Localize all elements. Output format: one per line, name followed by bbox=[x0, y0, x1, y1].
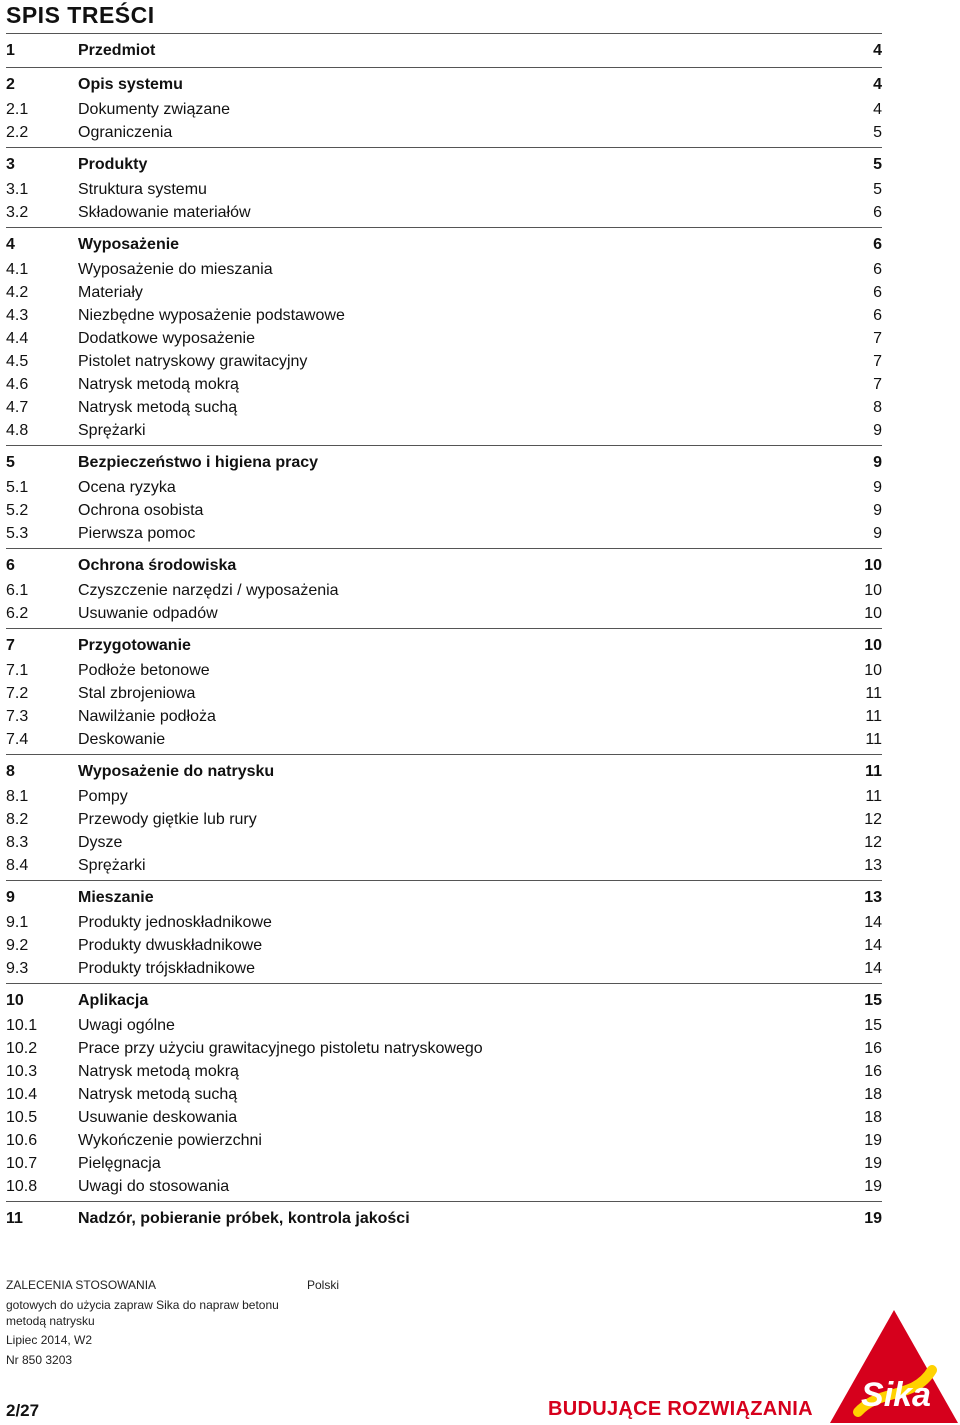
footer-doc-number: Nr 850 3203 bbox=[6, 1353, 73, 1367]
toc-entry-number: 10.1 bbox=[6, 1017, 38, 1034]
toc-entry-title: Ocena ryzyka bbox=[78, 479, 176, 496]
toc-entry[interactable] bbox=[6, 281, 882, 304]
toc-section-heading-number: 3 bbox=[6, 156, 15, 173]
toc-entry-number: 10.5 bbox=[6, 1109, 38, 1126]
toc-section-heading-title: Produkty bbox=[78, 156, 148, 173]
toc-entry[interactable] bbox=[6, 1129, 882, 1152]
footer-subtitle-line2: metodą natrysku bbox=[6, 1314, 95, 1328]
toc-section-heading[interactable] bbox=[6, 552, 882, 579]
toc-section-heading[interactable] bbox=[6, 231, 882, 258]
toc-entry-page: 4 bbox=[873, 101, 882, 118]
toc-entry-title: Dysze bbox=[78, 834, 123, 851]
toc-entry-page: 5 bbox=[873, 181, 882, 198]
toc-entry-title: Natrysk metodą mokrą bbox=[78, 1063, 239, 1080]
toc-entry-page: 11 bbox=[865, 788, 882, 805]
toc-entry[interactable] bbox=[6, 201, 882, 224]
toc-entry[interactable] bbox=[6, 476, 882, 499]
toc-entry[interactable] bbox=[6, 499, 882, 522]
toc-entry-title: Struktura systemu bbox=[78, 181, 207, 198]
toc-section-heading-page: 5 bbox=[873, 156, 882, 173]
toc-entry-page: 13 bbox=[864, 857, 882, 874]
toc-entry-page: 9 bbox=[873, 422, 882, 439]
toc-section-heading[interactable] bbox=[6, 884, 882, 911]
toc-entry-number: 4.4 bbox=[6, 330, 29, 347]
toc-entry[interactable] bbox=[6, 396, 882, 419]
toc-entry[interactable] bbox=[6, 1152, 882, 1175]
toc-entry-number: 9.2 bbox=[6, 937, 29, 954]
toc-entry-title: Stal zbrojeniowa bbox=[78, 685, 196, 702]
toc-entry-number: 3.1 bbox=[6, 181, 29, 198]
toc-entry-page: 7 bbox=[873, 376, 882, 393]
page-title: SPIS TREŚCI bbox=[6, 2, 155, 28]
toc-section-heading-page: 9 bbox=[873, 454, 882, 471]
toc-section-heading[interactable] bbox=[6, 758, 882, 785]
toc-section bbox=[6, 33, 882, 67]
toc-section-heading-number: 10 bbox=[6, 992, 24, 1009]
toc-entry[interactable] bbox=[6, 419, 882, 442]
toc-entry-title: Uwagi ogólne bbox=[78, 1017, 175, 1034]
toc-section bbox=[6, 67, 882, 147]
toc-entry[interactable] bbox=[6, 522, 882, 545]
toc-entry[interactable] bbox=[6, 121, 882, 144]
toc-entry[interactable] bbox=[6, 705, 882, 728]
toc-entry-title: Produkty trójskładnikowe bbox=[78, 960, 255, 977]
toc-entry[interactable] bbox=[6, 808, 882, 831]
toc-entry[interactable] bbox=[6, 98, 882, 121]
toc-section bbox=[6, 880, 882, 983]
toc-entry-page: 9 bbox=[873, 502, 882, 519]
toc-entry[interactable] bbox=[6, 854, 882, 877]
toc-entry-title: Dokumenty związane bbox=[78, 101, 231, 118]
toc-entry-page: 14 bbox=[864, 914, 882, 931]
toc-section-heading-page: 13 bbox=[864, 889, 882, 906]
toc-section-heading-number: 8 bbox=[6, 763, 15, 780]
toc-section bbox=[6, 983, 882, 1201]
toc-entry[interactable] bbox=[6, 327, 882, 350]
toc-entry[interactable] bbox=[6, 785, 882, 808]
toc-section-heading-number: 7 bbox=[6, 637, 15, 654]
toc-entry-number: 5.2 bbox=[6, 502, 29, 519]
brand-slogan: BUDUJĄCE ROZWIĄZANIA bbox=[548, 1398, 813, 1420]
toc-entry-number: 3.2 bbox=[6, 204, 29, 221]
toc-entry-title: Usuwanie odpadów bbox=[78, 605, 218, 622]
toc-entry-number: 9.3 bbox=[6, 960, 29, 977]
toc-entry[interactable] bbox=[6, 957, 882, 980]
toc-entry-title: Natrysk metodą suchą bbox=[78, 1086, 238, 1103]
toc-section-heading-title: Ochrona środowiska bbox=[78, 557, 237, 574]
toc-section-heading-title: Przygotowanie bbox=[78, 637, 191, 654]
toc-entry-title: Pistolet natryskowy grawitacyjny bbox=[78, 353, 308, 370]
toc-entry-page: 12 bbox=[864, 811, 882, 828]
toc-entry-page: 16 bbox=[864, 1040, 882, 1057]
logo-text: Sika bbox=[861, 1376, 931, 1414]
toc-entry-title: Pompy bbox=[78, 788, 128, 805]
toc-entry-page: 9 bbox=[873, 525, 882, 542]
toc-entry[interactable] bbox=[6, 1037, 882, 1060]
toc-entry-number: 4.6 bbox=[6, 376, 29, 393]
toc-section-heading-number: 9 bbox=[6, 889, 15, 906]
toc-section-heading-title: Opis systemu bbox=[78, 76, 183, 93]
toc-section-heading-page: 10 bbox=[864, 637, 882, 654]
toc-entry[interactable] bbox=[6, 682, 882, 705]
toc-entry-title: Przewody giętkie lub rury bbox=[78, 811, 257, 828]
toc-entry-title: Niezbędne wyposażenie podstawowe bbox=[78, 307, 345, 324]
toc-entry-page: 6 bbox=[873, 284, 882, 301]
toc-entry-page: 18 bbox=[864, 1109, 882, 1126]
toc-entry-page: 11 bbox=[865, 708, 882, 725]
toc-entry-number: 2.1 bbox=[6, 101, 29, 118]
toc-entry-number: 4.8 bbox=[6, 422, 29, 439]
toc-section-heading-title: Mieszanie bbox=[78, 889, 154, 906]
toc-section-heading-number: 6 bbox=[6, 557, 15, 574]
toc-entry-page: 15 bbox=[864, 1017, 882, 1034]
toc-entry-page: 14 bbox=[864, 960, 882, 977]
toc-entry-title: Usuwanie deskowania bbox=[78, 1109, 238, 1126]
toc-section-heading-page: 6 bbox=[873, 236, 882, 253]
toc-section-heading-title: Wyposażenie do natrysku bbox=[78, 763, 275, 780]
toc-entry-title: Deskowanie bbox=[78, 731, 166, 748]
toc-entry[interactable] bbox=[6, 602, 882, 625]
footer-subtitle-line1: gotowych do użycia zapraw Sika do napraw betonu bbox=[6, 1298, 279, 1312]
toc-section bbox=[6, 445, 882, 548]
toc-entry-number: 8.1 bbox=[6, 788, 29, 805]
toc-entry[interactable] bbox=[6, 911, 882, 934]
footer-doc-type: ZALECENIA STOSOWANIA bbox=[6, 1278, 157, 1292]
toc-section-heading-page: 19 bbox=[864, 1210, 882, 1227]
toc-entry-number: 5.1 bbox=[6, 479, 29, 496]
toc-entry-number: 9.1 bbox=[6, 914, 29, 931]
toc-entry-title: Pielęgnacja bbox=[78, 1155, 161, 1172]
toc-section-heading-page: 15 bbox=[864, 992, 882, 1009]
toc-entry-page: 11 bbox=[865, 685, 882, 702]
toc-entry[interactable] bbox=[6, 579, 882, 602]
toc-entry-title: Materiały bbox=[78, 284, 143, 301]
toc-entry-title: Natrysk metodą mokrą bbox=[78, 376, 239, 393]
toc-section bbox=[6, 548, 882, 628]
toc-entry-title: Sprężarki bbox=[78, 857, 146, 874]
toc-entry-number: 10.3 bbox=[6, 1063, 38, 1080]
page-number: 2/27 bbox=[6, 1401, 40, 1420]
toc-section bbox=[6, 754, 882, 880]
toc-section-heading-title: Aplikacja bbox=[78, 992, 149, 1009]
toc-entry-number: 8.4 bbox=[6, 857, 29, 874]
toc-entry-page: 19 bbox=[864, 1178, 882, 1195]
toc-entry-number: 2.2 bbox=[6, 124, 29, 141]
toc-section bbox=[6, 147, 882, 227]
toc-entry[interactable] bbox=[6, 1083, 882, 1106]
toc-section-heading-page: 10 bbox=[864, 557, 882, 574]
toc-entry-number: 8.2 bbox=[6, 811, 29, 828]
toc-entry[interactable] bbox=[6, 350, 882, 373]
toc-section-heading-number: 2 bbox=[6, 76, 15, 93]
toc-entry-number: 4.5 bbox=[6, 353, 29, 370]
toc-entry-page: 19 bbox=[864, 1155, 882, 1172]
toc-section-heading-title: Przedmiot bbox=[78, 42, 156, 59]
toc-entry-page: 6 bbox=[873, 204, 882, 221]
toc-entry-page: 6 bbox=[873, 261, 882, 278]
toc-entry[interactable] bbox=[6, 373, 882, 396]
toc-section bbox=[6, 1201, 882, 1235]
toc-entry-title: Pierwsza pomoc bbox=[78, 525, 196, 542]
toc-section-heading-title: Wyposażenie bbox=[78, 236, 180, 253]
toc-entry-title: Składowanie materiałów bbox=[78, 204, 251, 221]
toc-entry-number: 10.8 bbox=[6, 1178, 38, 1195]
toc-entry-title: Nawilżanie podłoża bbox=[78, 708, 216, 725]
toc-entry-page: 14 bbox=[864, 937, 882, 954]
toc-entry-title: Wykończenie powierzchni bbox=[78, 1132, 262, 1149]
toc-entry-page: 10 bbox=[864, 582, 882, 599]
toc-entry[interactable] bbox=[6, 728, 882, 751]
footer-date: Lipiec 2014, W2 bbox=[6, 1333, 93, 1347]
toc-entry[interactable] bbox=[6, 1060, 882, 1083]
toc-section-heading[interactable] bbox=[6, 632, 882, 659]
toc-entry-page: 7 bbox=[873, 353, 882, 370]
toc-entry-title: Podłoże betonowe bbox=[78, 662, 210, 679]
toc-entry-number: 4.1 bbox=[6, 261, 29, 278]
toc-entry-page: 11 bbox=[865, 731, 882, 748]
toc-entry[interactable] bbox=[6, 258, 882, 281]
toc-entry-title: Wyposażenie do mieszania bbox=[78, 261, 273, 278]
toc-entry-number: 8.3 bbox=[6, 834, 29, 851]
table-of-contents bbox=[6, 33, 882, 1235]
toc-entry-page: 5 bbox=[873, 124, 882, 141]
toc-entry-number: 10.4 bbox=[6, 1086, 38, 1103]
toc-entry-title: Sprężarki bbox=[78, 422, 146, 439]
toc-entry-title: Produkty jednoskładnikowe bbox=[78, 914, 272, 931]
toc-entry-page: 16 bbox=[864, 1063, 882, 1080]
toc-entry-page: 10 bbox=[864, 662, 882, 679]
toc-section-heading-page: 11 bbox=[865, 763, 882, 780]
toc-section-heading-number: 5 bbox=[6, 454, 15, 471]
toc-entry-page: 10 bbox=[864, 605, 882, 622]
toc-section-heading-number: 1 bbox=[6, 42, 15, 59]
toc-entry-page: 6 bbox=[873, 307, 882, 324]
toc-section-heading-title: Bezpieczeństwo i higiena pracy bbox=[78, 454, 319, 471]
toc-entry-page: 12 bbox=[864, 834, 882, 851]
toc-entry-title: Uwagi do stosowania bbox=[78, 1178, 230, 1195]
toc-entry-number: 7.4 bbox=[6, 731, 29, 748]
toc-entry[interactable] bbox=[6, 934, 882, 957]
toc-entry-number: 5.3 bbox=[6, 525, 29, 542]
toc-entry-title: Natrysk metodą suchą bbox=[78, 399, 238, 416]
toc-section-heading-number: 11 bbox=[6, 1210, 23, 1227]
toc-section-heading[interactable] bbox=[6, 37, 882, 64]
toc-section-heading[interactable] bbox=[6, 151, 882, 178]
toc-entry-number: 10.2 bbox=[6, 1040, 38, 1057]
toc-entry[interactable] bbox=[6, 178, 882, 201]
toc-entry-number: 4.3 bbox=[6, 307, 29, 324]
toc-entry[interactable] bbox=[6, 659, 882, 682]
toc-entry-number: 6.1 bbox=[6, 582, 29, 599]
toc-entry-number: 10.6 bbox=[6, 1132, 38, 1149]
toc-entry-title: Czyszczenie narzędzi / wyposażenia bbox=[78, 582, 339, 599]
toc-section-heading-number: 4 bbox=[6, 236, 15, 253]
footer-language: Polski bbox=[307, 1278, 340, 1292]
toc-entry[interactable] bbox=[6, 1014, 882, 1037]
toc-entry-title: Produkty dwuskładnikowe bbox=[78, 937, 263, 954]
toc-entry-number: 7.3 bbox=[6, 708, 29, 725]
toc-entry-number: 7.2 bbox=[6, 685, 29, 702]
toc-section-heading-title: Nadzór, pobieranie próbek, kontrola jakości bbox=[78, 1210, 410, 1227]
toc-entry-title: Ochrona osobista bbox=[78, 502, 204, 519]
toc-entry-page: 9 bbox=[873, 479, 882, 496]
toc-section-heading-page: 4 bbox=[873, 76, 882, 93]
toc-entry-number: 7.1 bbox=[6, 662, 29, 679]
toc-entry-number: 4.2 bbox=[6, 284, 29, 301]
toc-entry[interactable] bbox=[6, 1175, 882, 1198]
toc-entry[interactable] bbox=[6, 304, 882, 327]
toc-entry[interactable] bbox=[6, 831, 882, 854]
toc-section-heading[interactable] bbox=[6, 987, 882, 1014]
toc-entry-page: 8 bbox=[873, 399, 882, 416]
toc-entry-number: 6.2 bbox=[6, 605, 29, 622]
toc-entry-page: 19 bbox=[864, 1132, 882, 1149]
toc-entry-number: 10.7 bbox=[6, 1155, 38, 1172]
toc-section-heading[interactable] bbox=[6, 71, 882, 98]
toc-section-heading[interactable] bbox=[6, 449, 882, 476]
toc-section bbox=[6, 227, 882, 445]
toc-entry-title: Ograniczenia bbox=[78, 124, 173, 141]
toc-entry[interactable] bbox=[6, 1106, 882, 1129]
toc-section-heading-page: 4 bbox=[873, 42, 882, 59]
toc-entry-title: Prace przy użyciu grawitacyjnego pistoletu natryskowego bbox=[78, 1040, 483, 1057]
sika-logo-icon bbox=[828, 1308, 960, 1425]
toc-section bbox=[6, 628, 882, 754]
toc-section-heading[interactable] bbox=[6, 1205, 882, 1232]
toc-entry-number: 4.7 bbox=[6, 399, 29, 416]
toc-entry-page: 7 bbox=[873, 330, 882, 347]
toc-entry-title: Dodatkowe wyposażenie bbox=[78, 330, 255, 347]
toc-entry-page: 18 bbox=[864, 1086, 882, 1103]
